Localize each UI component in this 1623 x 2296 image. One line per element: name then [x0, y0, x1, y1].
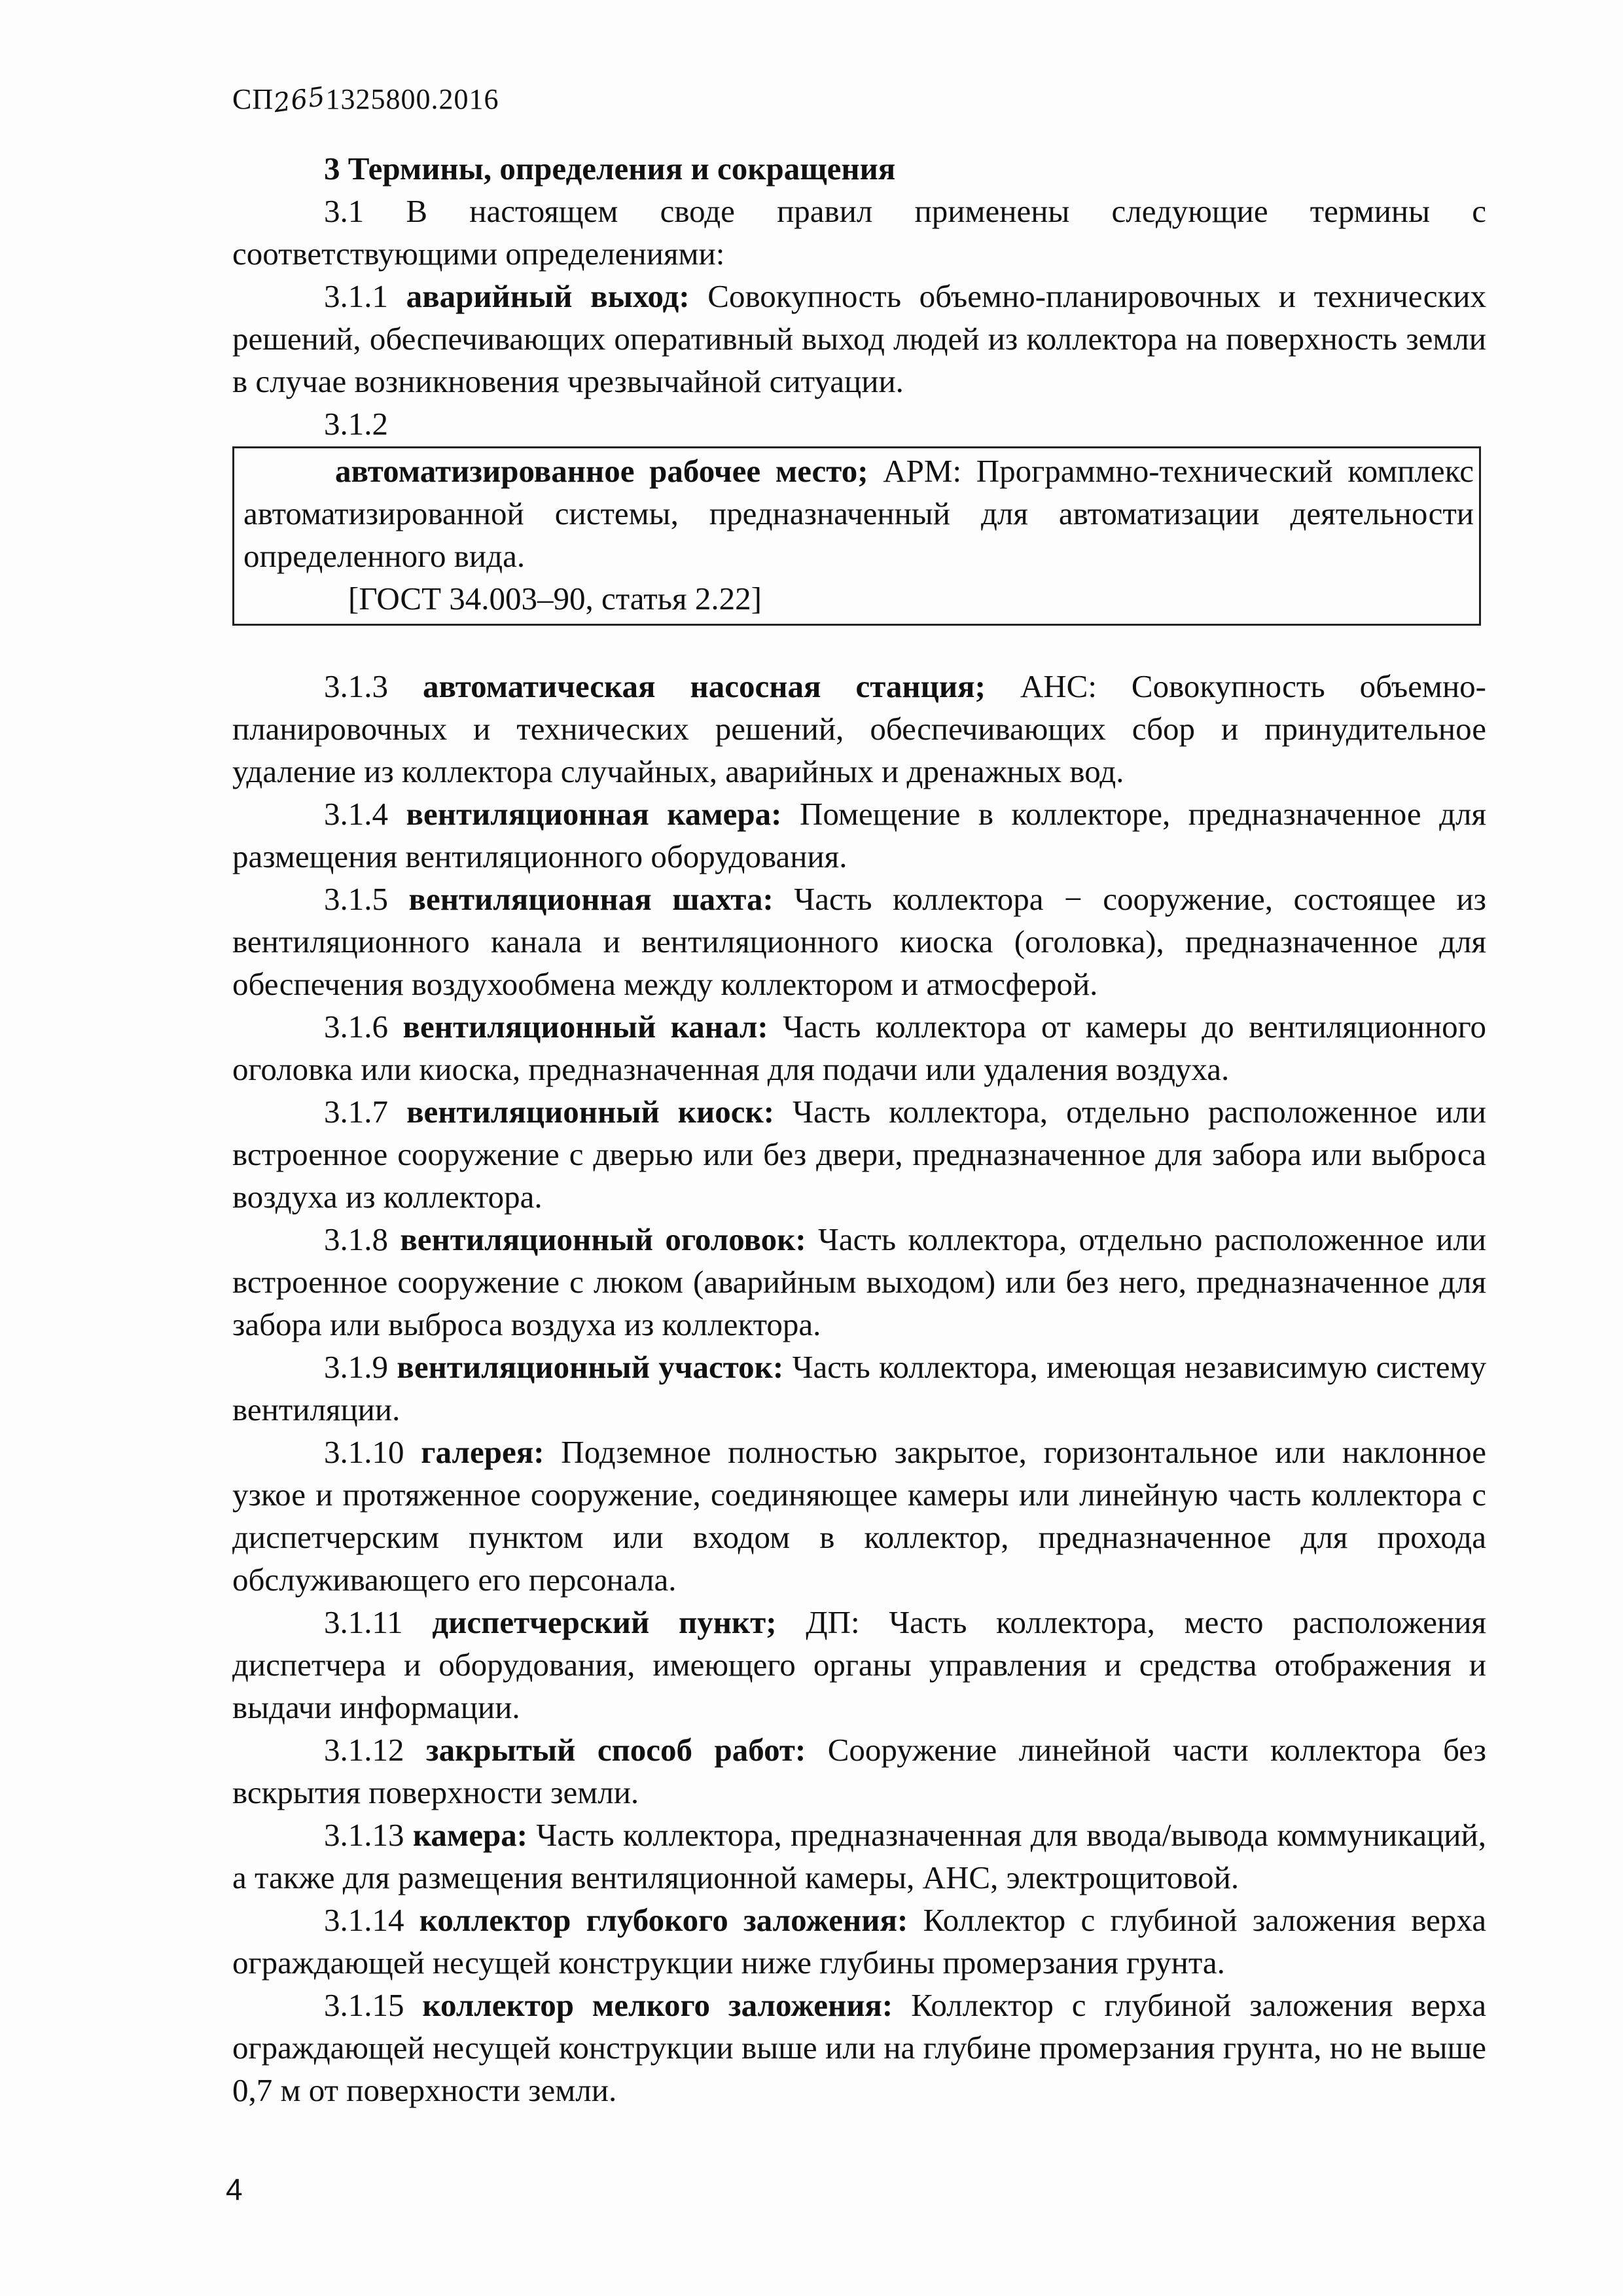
term-number: 3.1.5	[324, 881, 409, 917]
term-name: вентиляционный канал:	[402, 1009, 768, 1045]
term-number: 3.1.3	[324, 668, 423, 704]
term-definition: АНС: Совокупность объемно-планировочных и технических решений, обеспечивающих сбор и принудительное удаление из коллектора случайных, аварийных и дренажных вод.	[232, 668, 1487, 789]
term-name: диспетчерский пункт;	[432, 1604, 777, 1640]
term-number: 3.1.4	[324, 796, 406, 832]
term-number: 3.1.8	[324, 1221, 401, 1257]
term-number: 3.1.10	[324, 1434, 421, 1470]
term-3-1-12	[232, 1729, 1486, 1814]
term-source: [ГОСТ 34.003–90, статья 2.22]	[348, 581, 762, 617]
term-name: галерея:	[421, 1434, 544, 1470]
term-number: 3.1.12	[324, 1732, 426, 1768]
term-definition: Совокупность объемно-планировочных и технических решений, обеспечивающих оперативный выход людей из коллектора на поверхность земли в случае возникновения чрезвычайной ситуации.	[232, 278, 1486, 399]
term-3-1-15	[232, 1984, 1486, 2111]
term-number: 3.1.11	[324, 1604, 433, 1640]
term-number: 3.1.6	[324, 1009, 403, 1045]
section-intro: 3.1 В настоящем своде правил применены следующие термины с соответствующими определениями:	[232, 193, 1486, 272]
term-name: вентиляционный киоск:	[406, 1094, 775, 1130]
term-3-1-13	[232, 1814, 1486, 1899]
term-definition: Помещение в коллекторе, предназначенное для размещения вентиляционного оборудования.	[232, 796, 1487, 874]
term-definition: ДП: Часть коллектора, место расположения диспетчера и оборудования, имеющего органы управления и средства отображения и выдачи информации.	[232, 1604, 1486, 1725]
term-name: вентиляционная камера:	[406, 796, 782, 832]
term-3-1-14	[232, 1899, 1486, 1984]
term-name: автоматическая насосная станция;	[422, 668, 986, 704]
term-name: вентиляционный оголовок:	[400, 1221, 806, 1257]
term-number: 3.1.13	[324, 1817, 413, 1853]
code-prefix: СП	[232, 83, 274, 115]
term-definition: Коллектор с глубиной заложения верха ограждающей несущей конструкции выше или на глубине промерзания грунта, но не выше 0,7 м от поверхности земли.	[232, 1987, 1486, 2108]
term-number: 3.1.9	[324, 1349, 397, 1385]
term-definition: Коллектор с глубиной заложения верха ограждающей несущей конструкции ниже глубины промерзания грунта.	[232, 1902, 1486, 1981]
term-number: 3.1.15	[324, 1987, 423, 2023]
term-3-1-7	[232, 1090, 1486, 1218]
document-code	[232, 81, 499, 119]
term-definition: АРМ: Программно-технический комплекс автоматизированной системы, предназначенный для автоматизации деятельности определенного вида.	[243, 453, 1474, 574]
term-3-1-3	[232, 665, 1486, 793]
term-3-1-4	[232, 793, 1486, 878]
term-definition: Сооружение линейной части коллектора без вскрытия поверхности земли.	[232, 1732, 1487, 1810]
term-number: 3.1.7	[324, 1094, 407, 1130]
term-definition: Подземное полностью закрытое, горизонтальное или наклонное узкое и протяженное сооружение, соединяющее камеры или линейную часть коллектора с диспетчерским пунктом или входом в коллектор, предназначенное для прохода обслуживающего его персонала.	[232, 1434, 1487, 1598]
term-3-1-10	[232, 1431, 1486, 1601]
term-name: закрытый способ работ:	[425, 1732, 806, 1768]
term-name: аварийный выход:	[406, 278, 690, 314]
page-number: 4	[226, 2172, 243, 2206]
code-suffix: 1325800.2016	[325, 83, 499, 115]
term-name: автоматизированное рабочее место;	[335, 453, 868, 489]
term-3-1-6	[232, 1005, 1486, 1090]
term-definition: Часть коллектора, отдельно расположенное или встроенное сооружение с дверью или без двери, предназначенное для забора или выброса воздуха из коллектора.	[232, 1094, 1486, 1215]
term-number: 3.1.1	[324, 278, 406, 314]
term-definition: Часть коллектора, отдельно расположенное или встроенное сооружение с люком (аварийным выходом) или без него, предназначенное для забора или выброса воздуха из коллектора.	[232, 1221, 1487, 1342]
term-name: вентиляционная шахта:	[408, 881, 774, 917]
term-3-1-1	[232, 275, 1486, 403]
term-name: коллектор глубокого заложения:	[419, 1902, 908, 1938]
term-name: вентиляционный участок:	[397, 1349, 784, 1385]
term-3-1-5	[232, 878, 1486, 1005]
term-definition: Часть коллектора от камеры до вентиляционного оголовка или киоска, предназначенная для подачи или удаления воздуха.	[232, 1009, 1486, 1087]
term-number: 3.1.2	[324, 406, 388, 442]
term-definition: Часть коллектора − сооружение, состоящее из вентиляционного канала и вентиляционного киоска (оголовка), предназначенное для обеспечения воздухообмена между коллектором и атмосферой.	[232, 881, 1486, 1002]
term-3-1-9	[232, 1346, 1486, 1431]
quoted-term-box	[232, 446, 1481, 626]
term-definition: Часть коллектора, имеющая независимую систему вентиляции.	[232, 1349, 1487, 1427]
term-3-1-2	[243, 450, 1474, 577]
term-3-1-11	[232, 1601, 1486, 1729]
term-3-1-8	[232, 1218, 1486, 1346]
term-number: 3.1.14	[324, 1902, 419, 1938]
term-name: коллектор мелкого заложения:	[422, 1987, 893, 2023]
handwritten-number: 265	[272, 81, 328, 119]
term-definition: Часть коллектора, предназначенная для ввода/вывода коммуникаций, а также для размещения вентиляционной камеры, АНС, электрощитовой.	[232, 1817, 1487, 1895]
document-body	[232, 147, 1486, 2111]
section-title: 3 Термины, определения и сокращения	[324, 151, 896, 187]
term-name: камера:	[412, 1817, 528, 1853]
